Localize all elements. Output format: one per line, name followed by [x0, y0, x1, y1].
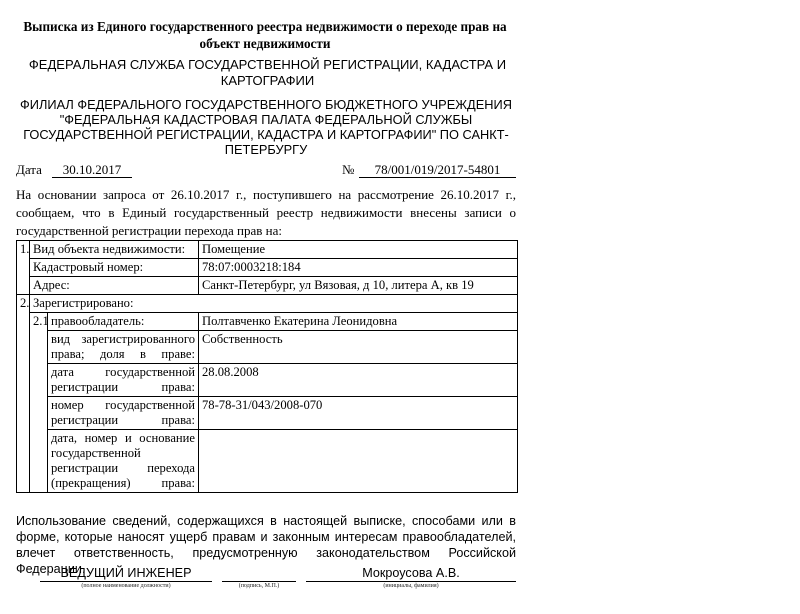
- table-row: [17, 259, 518, 277]
- intro-paragraph: На основании запроса от 26.10.2017 г., поступившего на рассмотрение 26.10.2017 г., сообщаем, что в Единый государственный реестр недвижимости внесены записи о государственной регистрации перехода прав на:: [16, 187, 516, 238]
- cadastral-value: 78:07:0003218:184: [199, 259, 518, 277]
- name-caption: (инициалы, фамилия): [383, 583, 439, 589]
- table-row: [17, 364, 518, 397]
- signature-block: [40, 566, 520, 596]
- reg-number-label: номер государственной регистрации права:: [48, 397, 199, 430]
- number-value: 78/001/019/2017-54801: [359, 162, 516, 178]
- registered-label: Зарегистрировано:: [30, 295, 518, 313]
- records-table: [16, 240, 518, 493]
- object-type-label: Вид объекта недвижимости:: [30, 241, 199, 259]
- section-number: 2.: [17, 295, 30, 493]
- reg-date-label: дата государственной регистрации права:: [48, 364, 199, 397]
- address-value: Санкт-Петербург, ул Вязовая, д 10, литера А, кв 19: [199, 277, 518, 295]
- holder-value: Полтавченко Екатерина Леонидовна: [199, 313, 518, 331]
- position-caption: (полное наименование должности): [81, 583, 171, 589]
- right-type-label: вид зарегистрированного права; доля в праве:: [48, 331, 199, 364]
- table-row: [17, 397, 518, 430]
- right-type-value: Собственность: [199, 331, 518, 364]
- signer-position: ВЕДУЩИЙ ИНЖЕНЕР: [40, 566, 212, 582]
- signature-field: [222, 566, 296, 582]
- cadastral-label: Кадастровый номер:: [30, 259, 199, 277]
- object-type-value: Помещение: [199, 241, 518, 259]
- usage-notice: Использование сведений, содержащихся в настоящей выписке, способами или в форме, которые наносят ущерб правам и законным интересам правообладателей, влечет ответственность, предусмотренную законодательством Российской Федерации.: [16, 514, 516, 576]
- subsection-number: 2.1: [30, 313, 48, 493]
- holder-label: правообладатель:: [48, 313, 199, 331]
- table-row: [17, 241, 518, 259]
- signature-caption: (подпись, М.П.): [238, 583, 280, 589]
- reg-number-value: 78-78-31/043/2008-070: [199, 397, 518, 430]
- date-value: 30.10.2017: [52, 162, 132, 178]
- table-row: [17, 331, 518, 364]
- transfer-label: дата, номер и основание государственной регистрации перехода (прекращения) права:: [48, 430, 199, 493]
- signer-name: Мокроусова А.В.: [306, 566, 516, 582]
- number-label: №: [342, 162, 355, 177]
- transfer-value: [199, 430, 518, 493]
- document-title: Выписка из Единого государственного реестра недвижимости о переходе прав на объект недвижимости: [23, 19, 507, 51]
- section-number: 1.: [17, 241, 30, 295]
- date-number-line: [16, 162, 516, 180]
- table-row: [17, 277, 518, 295]
- agency-name: ФЕДЕРАЛЬНАЯ СЛУЖБА ГОСУДАРСТВЕННОЙ РЕГИСТРАЦИИ, КАДАСТРА И КАРТОГРАФИИ: [28, 57, 507, 88]
- address-label: Адрес:: [30, 277, 199, 295]
- reg-date-value: 28.08.2008: [199, 364, 518, 397]
- table-row: [17, 295, 518, 313]
- table-row: [17, 313, 518, 331]
- branch-name: ФИЛИАЛ ФЕДЕРАЛЬНОГО ГОСУДАРСТВЕННОГО БЮДЖЕТНОГО УЧРЕЖДЕНИЯ "ФЕДЕРАЛЬНАЯ КАДАСТРОВАЯ ПАЛАТА ФЕДЕРАЛЬНОЙ СЛУЖБЫ ГОСУДАРСТВЕННОЙ РЕГИСТРАЦИИ, КАДАСТРА И КАРТОГРАФИИ" ПО САНКТ-ПЕТЕРБУРГУ: [20, 97, 512, 157]
- date-label: Дата: [16, 162, 42, 177]
- table-row: [17, 430, 518, 493]
